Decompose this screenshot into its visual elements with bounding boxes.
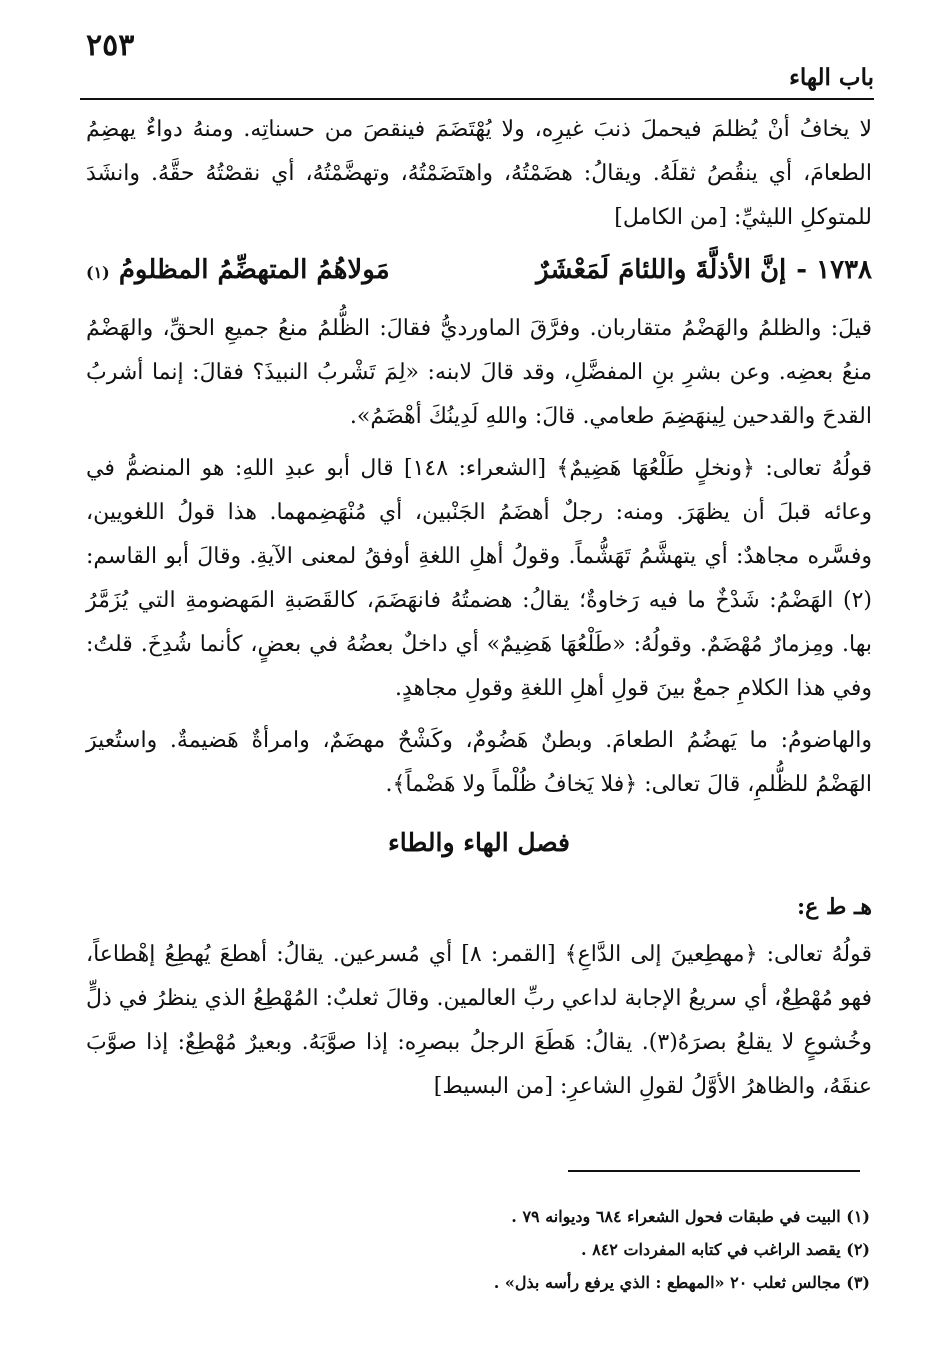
paragraph: قولُهُ تعالى: ﴿ونخلٍ طَلْعُهَا هَضِيمٌ﴾ [الشعراء: ١٤٨] قال أبو عبدِ اللهِ: هو المنضمُّ في وعائه قبلَ أن يظهَرَ. ومنه: رجلٌ أهضَمُ الجَنْبين، أي مُنْهَضِمهما. هذا قولُ اللغويين، وفسَّره مجاهدٌ: أي يتهشَّمُ تَهَشُّماً. وقولُ أهلِ اللغةِ أوفقُ لمعنى الآيةِ. وقالَ أبو القاسم: (٢) الهَضْمُ: شَدْخٌ ما فيه رَخاوةٌ؛ يقالُ: هضمتُهُ فانهَضَمَ، كالقَصَبةِ المَهضومةِ التي يُزَمَّرُ بها. ومِزمارٌ مُهْضَمٌ. وقولُهُ: «طَلْعُهَا هَضِيمٌ» أي داخلٌ بعضُهُ في بعضٍ، كأنما شُدِخَ. قلتُ: وفي هذا الكلامِ جمعٌ بينَ قولِ أهلِ اللغةِ وقولِ مجاهدٍ. [86,456,872,701]
poem-second-half [86,244,390,299]
footnote: (٣) مجالس ثعلب ٢٠ «المهطع : الذي يرفع رأسه بذل» . [493,1273,870,1292]
root-heading: هـ ط ع: [797,894,872,920]
footnotes [120,1200,870,1299]
page-number: ٢٥٣ [86,28,135,63]
paragraph: قيلَ: والظلمُ والهَضْمُ متقاربان. وفرَّقَ الماورديُّ فقالَ: الظُّلمُ منعُ جميعِ الحقِّ، والهَضْمُ منعُ بعضِه. وعن بشرِ بنِ المفضَّلِ، وقد قالَ لابنه: «لِمَ تَشْربُ النبيذَ؟ فقالَ: إنما أشربُ القدحَ والقدحين لِينهَضِمَ طعامي. قالَ: واللهِ لَدِينُكَ أهْضَمُ». [86,316,872,429]
hemistich: مَولاهُمُ المتهضِّمُ المظلومُ [118,255,390,285]
footnote: (٢) يقصد الراغب في كتابه المفردات ٨٤٢ . [580,1240,870,1259]
main-text [86,108,872,1109]
paragraph: لا يخافُ أنْ يُظلمَ فيحملَ ذنبَ غيرِه، ولا يُهْتَضَمَ فينقصَ من حسناتِه. ومنهُ دواءٌ يهضِمُ الطعامَ، أي ينقُصُ ثقلَهُ. ويقالُ: هضَمْتُهُ، واهتَضَمْتُهُ، وتهضَّمْتُهُ، أي نقصْتُهُ حقَّهُ. وانشَدَ للمتوكلِ الليثيِّ: [من الكامل] [86,117,872,230]
poem-first-half [536,244,872,296]
paragraph: والهاضومُ: ما يَهضُمُ الطعامَ. وبطنٌ هَضُومٌ، وكَشْحٌ مهضَمٌ، وامرأةٌ هَضيمةٌ. واستُعيرَ الهَضْمُ للظُّلمِ، قالَ تعالى: ﴿فلا يَخافُ ظُلْماً ولا هَضْماً﴾. [86,728,872,797]
footnote-marker: (١) [86,263,110,282]
verse-number: ١٧٣٨ - [796,255,872,285]
header-rule [80,98,874,100]
poem-verse [86,244,872,299]
running-header: باب الهاء [789,64,874,91]
footnote-rule [568,1170,860,1172]
hemistich: إنَّ الأذلَّةَ واللئامَ لَمَعْشَرٌ [536,255,787,285]
footnote: (١) البيت في طبقات فحول الشعراء ٦٨٤ وديوانه ٧٩ . [511,1207,870,1226]
paragraph: قولُهُ تعالى: ﴿مهطِعينَ إلى الدَّاعِ﴾ [القمر: ٨] أي مُسرعين. يقالُ: أهطعَ يُهطِعُ إهْطاعاً، فهو مُهْطِعٌ، أي سريعُ الإجابة لداعي ربِّ العالمين. وقالَ ثعلبٌ: المُهْطِعُ الذي ينظرُ في ذلٍّ وخُشوعٍ لا يقلعُ بصرَهُ(٣). يقالُ: هَطَعَ الرجلُ ببصرِه: إذا صوَّبَهُ. وبعيرٌ مُهْطِعٌ: إذا صوَّبَ عنقَهُ، والظاهرُ الأوَّلُ لقولِ الشاعرِ: [من البسيط] [86,942,872,1099]
section-heading: فصل الهاء والطاء [388,828,570,857]
